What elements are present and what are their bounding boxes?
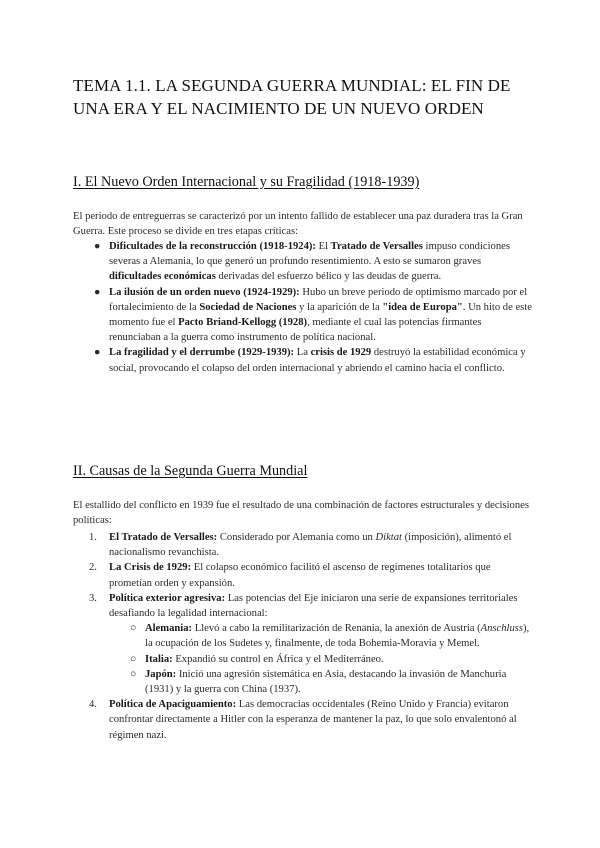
section-1-intro: El periodo de entreguerras se caracterizó por un intento fallido de establecer una paz duradera tras la Gran Guerra. Este proceso se divide en tres etapas críticas:: [73, 211, 523, 238]
list-item: ● La fragilidad y el derrumbe (1929-1939): La crisis de 1929 destruyó la estabilidad económica y social, provocando el colapso del orden internacional y abriendo el camino hacia el conflicto.: [94, 347, 526, 374]
sub-list-item: ○ Japón: Inició una agresión sistemática en Asia, destacando la invasión de Manchuria (1931) y la guerra con China (1937).: [130, 668, 507, 696]
list-item: ● Dificultades de la reconstrucción (1918-1924): El Tratado de Versalles impuso condiciones severas a Alemania, lo que generó un profundo resentimiento. A esto se sumaron graves dificultades económicas derivadas del esfuerzo bélico y las deudas de guerra.: [94, 241, 510, 283]
sub-list-item: ○ Italia: Expandió su control en África y el Mediterráneo.: [109, 652, 533, 667]
bullet-icon: ●: [94, 241, 101, 252]
section-2-intro: El estallido del conflicto en 1939 fue el resultado de una combinación de factores estructurales y decisiones políticas:: [73, 500, 529, 527]
bullet-icon: ●: [94, 286, 101, 298]
section-2-numbered-list: [73, 530, 533, 743]
sub-list-item: ○ Alemania: Llevó a cabo la remilitarización de Renania, la anexión de Austria (Anschluss), la ocupación de los Sudetes y, finalmente, de toda Bohemia-Moravia y Memel.: [130, 623, 530, 650]
list-item: 2. La Crisis de 1929: El colapso económico facilitó el ascenso de regímenes totalitarios que prometían orden y expansión.: [89, 562, 491, 589]
bullet-icon: ●: [94, 347, 101, 359]
section-1-bullet-list: [73, 239, 533, 376]
list-item: 4. Política de Apaciguamiento: Las democracias occidentales (Reino Unido y Francia) evitaron confrontar directamente a Hitler con la esperanza de mantener la paz, lo que solo envalentonó al régimen nazi.: [89, 699, 517, 741]
list-item: 1. El Tratado de Versalles: Considerado por Alemania como un Diktat (imposición), alimentó el nacionalismo revanchista.: [89, 532, 512, 559]
section-2-heading: II. Causas de la Segunda Guerra Mundial: [73, 463, 308, 479]
document-title: TEMA 1.1. LA SEGUNDA GUERRA MUNDIAL: EL FIN DE UNA ERA Y EL NACIMIENTO DE UN NUEVO ORDEN: [73, 76, 511, 118]
circle-bullet-icon: ○: [130, 623, 137, 635]
circle-bullet-icon: ○: [130, 653, 137, 665]
sub-list: [109, 621, 533, 697]
circle-bullet-icon: ○: [130, 668, 137, 680]
list-item: ● La ilusión de un orden nuevo (1924-1929): Hubo un breve periodo de optimismo marcado por el fortalecimiento de la Sociedad de Naciones y la aparición de la "idea de Europa". Un hito de este momento fue el Pacto Briand-Kellogg (1928), mediante el cual las potencias firmantes renunciaban a la guerra como instrumento de política nacional.: [94, 286, 532, 344]
section-1-heading: I. El Nuevo Orden Internacional y su Fragilidad (1918-1939): [73, 174, 420, 190]
list-item: 3. Política exterior agresiva: Las potencias del Eje iniciaron una serie de expansiones territoriales desafiando la legalidad internacional: ○ Alemania: Llevó a cabo la remilitarización de Renania, la anexión de Austria (Anschluss), la ocupación de los Sudetes y, finalmente, de toda Bohemia-Moravia y Memel. ○ Italia: Expandió su control en África y el Mediterráneo. ○ Japón: Inició una agresión sistemática en Asia, destacando la invasión de Manchuria (1931) y la guerra con China (1937).: [73, 591, 533, 697]
